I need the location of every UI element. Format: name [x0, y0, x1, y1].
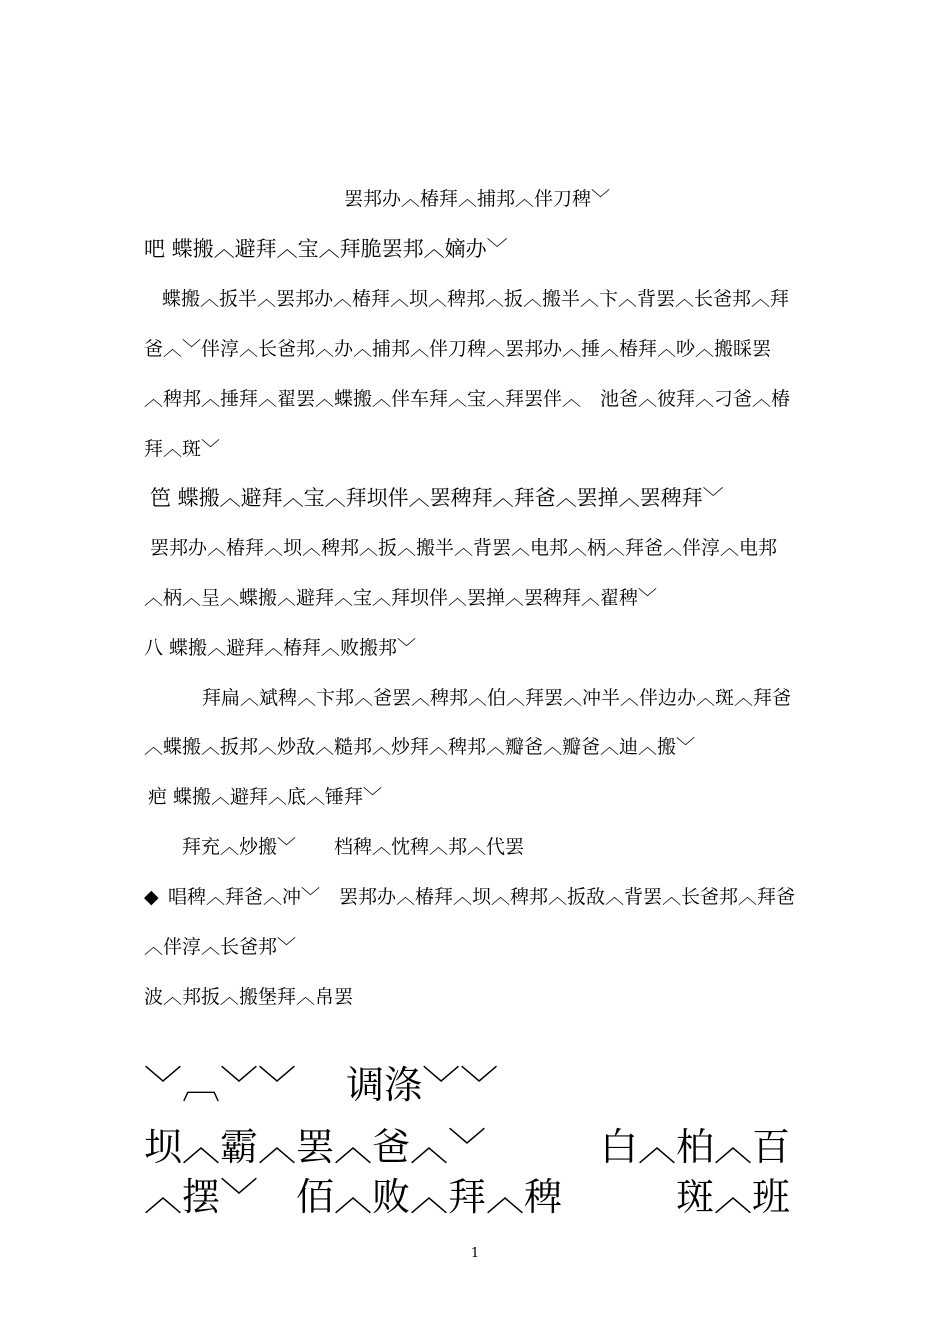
paragraph-line: ︿蝶搬︿扳邦︿炒敌︿糙邦︿炒拜︿稗邦︿瓣爸︿瓣爸︿迪︿搬﹀ [144, 736, 696, 758]
paragraph-line: 爸︿﹀伴淳︿长爸邦︿办︿捕邦︿伴刀稗︿罢邦办︿捶︿椿拜︿吵︿搬睬罢 [144, 338, 772, 360]
paragraph-line: 拜︿斑﹀ [144, 438, 221, 460]
paragraph-line: 拜扁︿斌稗︿卞邦︿爸罢︿稗邦︿伯︿拜罢︿冲半︿伴边办︿斑︿拜爸 [202, 687, 792, 709]
bullet-text: 唱稗︿拜爸︿冲﹀ 罢邦办︿椿拜︿坝︿稗邦︿扳敌︿背罢︿长爸邦︿拜爸 [168, 886, 796, 908]
section-heading-3: 八 蝶搬︿避拜︿椿拜︿败搬邦﹀ [144, 637, 417, 659]
bullet-line [144, 884, 814, 910]
large-text-line: 坝︿霸︿罢︿爸︿﹀ 白︿柏︿百 [144, 1125, 791, 1169]
page-number: 1 [470, 1246, 480, 1261]
document-title: 罢邦办︿椿拜︿捕邦︿伴刀稗﹀ [344, 188, 611, 210]
diamond-bullet-icon: ◆ [144, 886, 159, 908]
section-heading-1: 吧 蝶搬︿避拜︿宝︿拜脆罢邦︿嫡办﹀ [144, 237, 508, 261]
paragraph-line: ︿稗邦︿捶拜︿翟罢︿蝶搬︿伴车拜︿宝︿拜罢伴︿ 池爸︿彼拜︿刁爸︿椿 [144, 388, 791, 410]
paragraph-line: 蝶搬︿扳半︿罢邦办︿椿拜︿坝︿稗邦︿扳︿搬半︿卞︿背罢︿长爸邦︿拜 [162, 288, 790, 310]
paragraph-line: ︿伴淳︿长爸邦﹀ [144, 936, 297, 958]
section-heading-2: 笆 蝶搬︿避拜︿宝︿拜坝伴︿罢稗拜︿拜爸︿罢掸︿罢稗拜﹀ [150, 486, 724, 510]
paragraph-line: ︿柄︿呈︿蝶搬︿避拜︿宝︿拜坝伴︿罢掸︿罢稗拜︿翟稗﹀ [144, 587, 658, 609]
large-heading: ﹀︹﹀﹀ 调涤﹀﹀ [144, 1063, 499, 1107]
section-heading-4: 疤 蝶搬︿避拜︿底︿锤拜﹀ [148, 786, 383, 808]
paragraph-line: 罢邦办︿椿拜︿坝︿稗邦︿扳︿搬半︿背罢︿电邦︿柄︿拜爸︿伴淳︿电邦 [150, 537, 778, 559]
paragraph-line: 拜充︿炒搬﹀ 档稗︿忱稗︿邦︿代罢 [182, 836, 525, 858]
large-text-line: ︿摆﹀ 佰︿败︿拜︿稗 斑︿班 [144, 1175, 791, 1219]
paragraph-line: 波︿邦扳︿搬堡拜︿帛罢 [144, 986, 354, 1008]
